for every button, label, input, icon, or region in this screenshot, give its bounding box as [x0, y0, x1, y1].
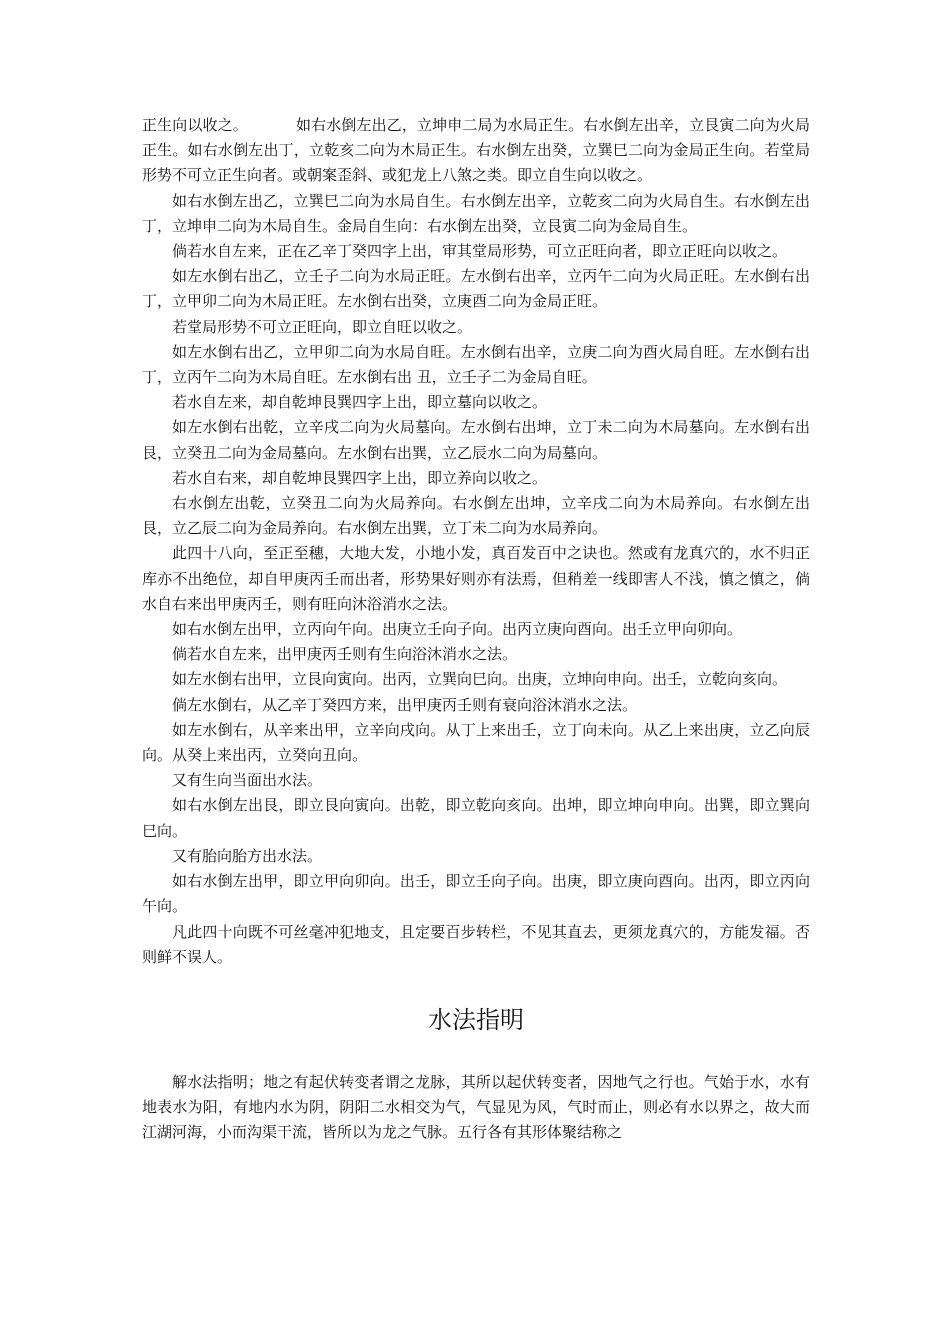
paragraph-13: 如左水倒右出甲，立艮向寅向。出丙，立巽向巳向。出庚，立坤向申向。出壬，立乾向亥向。 — [172, 670, 788, 689]
paragraph-20: 凡此四十向既不可丝毫冲犯地支，且定要百步转栏，不见其直去，更须龙真穴的，方能发福。否则鲜不误人。 — [142, 922, 810, 966]
paragraph-0-rest: 如右水倒左出乙，立坤申二局为水局正生。右水倒左出辛，立艮寅二向为火局正生。如右水倒左出丁，立乾亥二向为木局正生。右水倒左出癸，立巽巳二向为金局正生向。若堂局形势不可立正生向者。或朝案歪斜、或犯龙上八煞之类。即立自生向以收之。 — [142, 116, 810, 185]
paragraph-10: 此四十八向，至正至穗，大地大发，小地小发，真百发百中之诀也。然或有龙真穴的，水不归正库亦不出绝位，却自甲庚丙壬而出者，形势果好则亦有法焉，但稍差一线即害人不浅，慎之慎之，倘水自右来出甲庚丙壬，则有旺向沐浴消水之法。 — [142, 544, 810, 613]
paragraph-15: 如左水倒右，从辛来出甲，立辛向戌向。从丁上来出壬，立丁向未向。从乙上来出庚，立乙向辰向。从癸上来出丙，立癸向丑向。 — [142, 720, 810, 765]
paragraph-9: 右水倒左出乾，立癸丑二向为火局养向。右水倒左出坤，立辛戌二向为木局养向。右水倒左出艮，立乙辰二向为金局养向。右水倒左出巽，立丁未二向为水局养向。 — [142, 494, 810, 538]
document-page — [142, 113, 810, 1146]
paragraph-4: 若堂局形势不可立正旺向，即立自旺以收之。 — [172, 317, 473, 336]
paragraph-8: 若水自右来，却自乾坤艮巽四字上出，即立养向以收之。 — [172, 468, 548, 487]
paragraph-3: 如左水倒右出乙，立壬子二向为水局正旺。左水倒右出辛，立丙午二向为火局正旺。左水倒右出丁，立甲卯二向为木局正旺。左水倒右出癸，立庚酉二向为金局正旺。 — [142, 267, 810, 311]
paragraph-0-lead: 正生向以收之。 — [142, 116, 248, 134]
paragraph-6: 若水自左来，却自乾坤艮巽四字上出，即立墓向以收之。 — [172, 393, 548, 412]
paragraph-12: 倘若水自左来，出甲庚丙壬则有生向浴沐消水之法。 — [172, 645, 518, 664]
paragraph-14: 倘左水倒右，从乙辛丁癸四方来，出甲庚丙壬则有衰向浴沐消水之法。 — [172, 695, 638, 714]
section-paragraph: 解水法指明；地之有起伏转变者谓之龙脉，其所以起伏转变者，因地气之行也。气始于水，水有地表水为阳，有地内水为阴，阴阳二水相交为气，气显见为风，气时而止，则必有水以界之，故大而江湖河海，小而沟渠干流，皆所以为龙之气脉。五行各有其形体聚结称之 — [142, 1072, 810, 1142]
paragraph-16: 又有生向当面出水法。 — [172, 771, 323, 790]
paragraph-11: 如右水倒左出甲，立丙向午向。出庚立壬向子向。出丙立庚向酉向。出壬立甲向卯向。 — [172, 620, 743, 639]
paragraph-2: 倘若水自左来，正在乙辛丁癸四字上出，审其堂局形势，可立正旺向者，即立正旺向以收之。 — [172, 242, 788, 261]
paragraph-18: 又有胎向胎方出水法。 — [172, 846, 323, 865]
paragraph-1: 如右水倒左出乙，立巽巳二向为水局自生。右水倒左出辛，立乾亥二向为火局自生。右水倒左出丁，立坤申二向为木局自生。金局自生向：右水倒左出癸，立艮寅二向为金局自生。 — [142, 191, 810, 235]
paragraph-7: 如左水倒右出乾，立辛戌二向为火局墓向。左水倒右出坤，立丁未二向为木局墓向。左水倒右出艮，立癸丑二向为金局墓向。左水倒右出巽，立乙辰水二向为局墓向。 — [142, 418, 810, 462]
paragraph-0 — [142, 113, 810, 189]
paragraph-19: 如右水倒左出甲，即立甲向卯向。出壬，即立壬向子向。出庚，即立庚向酉向。出丙，即立丙向午向。 — [142, 872, 810, 916]
paragraph-5: 如左水倒右出乙，立甲卯二向为水局自旺。左水倒右出辛，立庚二向为酉火局自旺。左水倒右出丁，立丙午二向为木局自旺。左水倒右出 丑，立壬子二为金局自旺。 — [142, 342, 810, 387]
paragraph-17: 如右水倒左出艮，即立艮向寅向。出乾，即立乾向亥向。出坤，即立坤向申向。出巽，即立巽向巳向。 — [142, 796, 810, 840]
section-heading: 水法指明 — [428, 1005, 524, 1034]
